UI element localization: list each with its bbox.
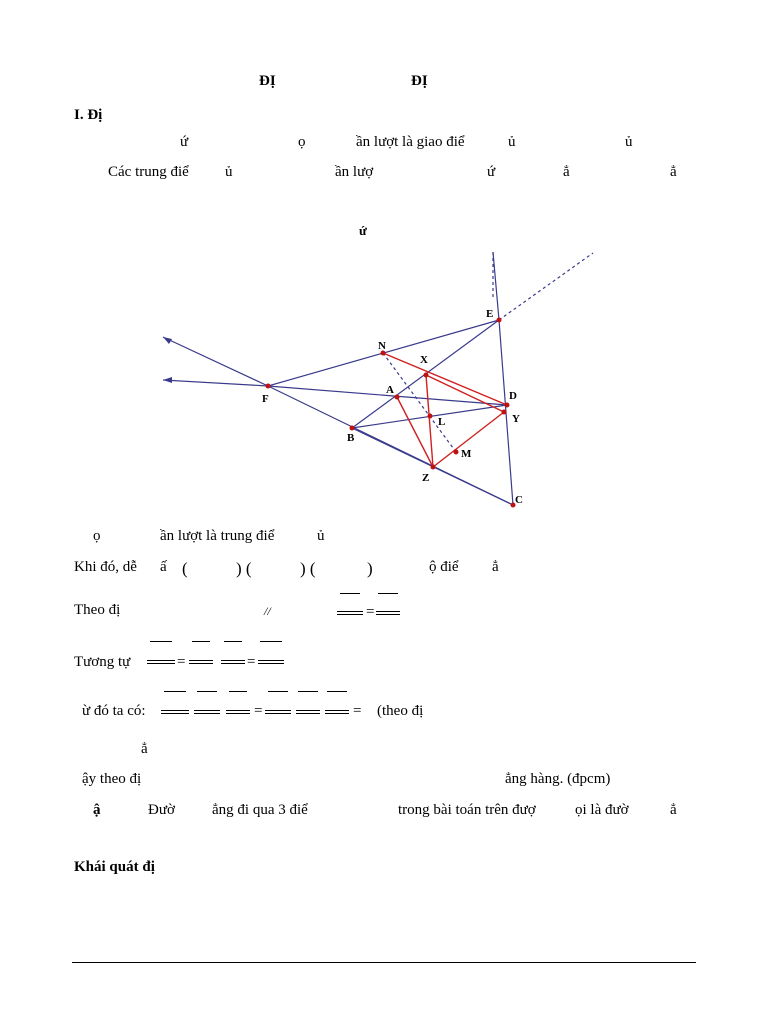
para2-fragment: ứ xyxy=(487,164,496,180)
fraction-bar xyxy=(164,691,186,692)
equals-sign: = xyxy=(177,654,186,670)
fraction-bar xyxy=(376,614,400,615)
fraction-bar xyxy=(258,663,284,664)
fraction-bar xyxy=(260,641,282,642)
para1-fragment: ần lượt là giao điể xyxy=(356,134,465,150)
fraction-bar xyxy=(161,713,189,714)
fraction-bar xyxy=(229,691,247,692)
fraction-bar xyxy=(337,611,363,612)
fraction-bar xyxy=(224,641,242,642)
point-label-a: A xyxy=(386,384,394,396)
line10-fragment: trong bài toán trên đượ xyxy=(398,802,536,818)
fraction-bar xyxy=(268,691,288,692)
fraction-bar xyxy=(337,614,363,615)
line4-paren: ) ( xyxy=(236,559,252,578)
fraction-bar xyxy=(194,710,220,711)
fraction-bar xyxy=(221,663,245,664)
line7-fragment: ừ đó ta có: xyxy=(82,703,146,719)
para2-fragment: ủ xyxy=(225,164,233,180)
line3-fragment: ần lượt là trung điể xyxy=(160,528,275,544)
line4-fragment: Khi đó, dễ xyxy=(74,559,137,575)
fraction-bar xyxy=(376,611,400,612)
fraction-bar xyxy=(161,710,189,711)
point-label-f: F xyxy=(262,393,269,405)
fraction-bar xyxy=(226,710,250,711)
point-label-z: Z xyxy=(422,472,430,484)
line10-fragment: ậ xyxy=(93,802,101,818)
line10-fragment: ọi là đườ xyxy=(575,802,629,818)
line-f-ray1 xyxy=(163,337,268,386)
line10-fragment: ẳng đi qua 3 điể xyxy=(212,802,308,818)
fraction-bar xyxy=(258,660,284,661)
para2-fragment: ẳ xyxy=(563,164,570,180)
para1-fragment: ủ xyxy=(625,134,633,150)
point-label-l: L xyxy=(438,416,446,428)
line4-paren: ) xyxy=(367,559,373,578)
fraction-bar xyxy=(189,663,213,664)
equals-sign: = xyxy=(366,604,375,620)
point-label-m: M xyxy=(461,448,472,460)
line3-fragment: ủ xyxy=(317,528,325,544)
fraction-bar xyxy=(194,713,220,714)
line10-fragment: Đườ xyxy=(148,802,175,818)
parallel-sign: // xyxy=(264,604,271,618)
line9-fragment: ậy theo đị xyxy=(82,771,142,787)
equals-sign: = xyxy=(247,654,256,670)
para2-fragment: ẳ xyxy=(670,164,677,180)
equals-sign: = xyxy=(353,703,362,719)
line10-fragment: ẳ xyxy=(670,802,677,818)
line-e-up xyxy=(493,252,499,320)
fraction-bar xyxy=(378,593,398,594)
line4-fragment: ộ điể xyxy=(429,559,459,575)
section-heading: I. Đị xyxy=(74,107,103,123)
arrowhead xyxy=(163,377,172,383)
fraction-bar xyxy=(189,660,213,661)
para2-fragment: ần lượ xyxy=(335,164,374,180)
line4-paren: ) ( xyxy=(300,559,316,578)
title-left: ĐỊ xyxy=(259,73,276,89)
line6-fragment: Tương tự xyxy=(74,654,131,670)
fraction-bar xyxy=(296,713,320,714)
line8-fragment: ẳ xyxy=(141,741,148,757)
fraction-bar xyxy=(226,713,250,714)
title-right: ĐỊ xyxy=(411,73,428,89)
fraction-bar xyxy=(296,710,320,711)
fraction-bar xyxy=(327,691,347,692)
line4-fragment: ấ xyxy=(160,559,167,575)
section-heading-general: Khái quát đị xyxy=(74,859,155,875)
point-label-y: Y xyxy=(512,413,520,425)
para2-fragment: Các trung điể xyxy=(108,164,189,180)
equals-sign: = xyxy=(254,703,263,719)
fraction-bar xyxy=(340,593,360,594)
fraction-bar xyxy=(150,641,172,642)
fraction-bar xyxy=(325,710,349,711)
para1-fragment: ủ xyxy=(508,134,516,150)
arrowhead xyxy=(163,337,172,344)
fraction-bar xyxy=(265,713,291,714)
point-label-x: X xyxy=(420,354,428,366)
fraction-bar xyxy=(325,713,349,714)
red-xy xyxy=(426,375,504,412)
fraction-bar xyxy=(197,691,217,692)
point-label-c: C xyxy=(515,494,523,506)
line4-fragment: ẳ xyxy=(492,559,499,575)
line7-fragment: (theo đị xyxy=(377,703,424,719)
para1-fragment: ứ xyxy=(180,134,189,150)
fraction-bar xyxy=(147,663,175,664)
fraction-bar xyxy=(192,641,210,642)
para1-fragment: ọ xyxy=(298,134,306,150)
footer-divider xyxy=(72,962,696,963)
red-az xyxy=(397,397,433,467)
point-label-b: B xyxy=(347,432,355,444)
fraction-bar xyxy=(265,710,291,711)
fraction-bar xyxy=(221,660,245,661)
fraction-bar xyxy=(147,660,175,661)
red-xz xyxy=(426,375,433,467)
line4-paren: ( xyxy=(182,559,188,578)
point-label-d: D xyxy=(509,390,517,402)
figure-caption: ứ xyxy=(359,223,367,238)
line3-fragment: ọ xyxy=(93,528,101,544)
point-label-n: N xyxy=(378,340,386,352)
line-f-ray2 xyxy=(163,380,268,386)
line5-fragment: Theo đị xyxy=(74,602,121,618)
dashed-ray xyxy=(499,253,593,320)
point-label-e: E xyxy=(486,308,494,320)
line9-fragment: ẳng hàng. (đpcm) xyxy=(505,771,611,787)
fraction-bar xyxy=(298,691,318,692)
